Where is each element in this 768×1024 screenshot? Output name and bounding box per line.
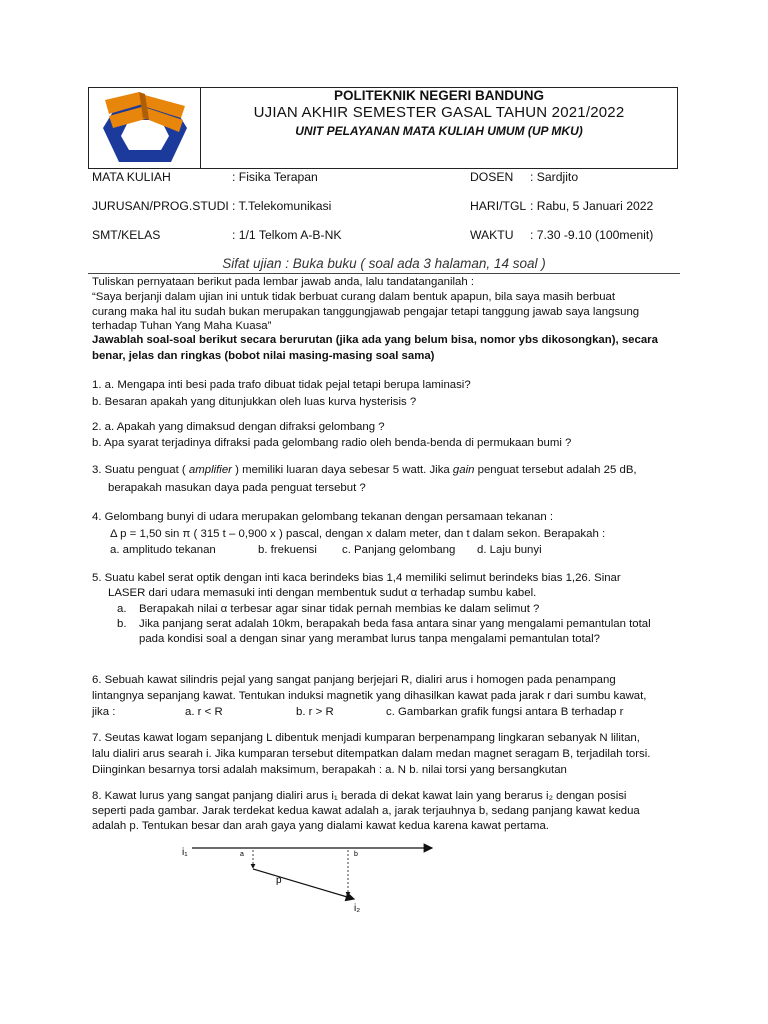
q6-option-b: b. r > R xyxy=(296,706,334,718)
answer-instruction: Jawablah soal-soal berikut secara berurutan (jika ada yang belum bisa, nomor ybs dikosongkan), secara xyxy=(92,334,658,346)
exam-title: UJIAN AKHIR SEMESTER GASAL TAHUN 2021/2022 xyxy=(253,104,625,121)
logo-cell xyxy=(89,88,201,168)
title-cell xyxy=(201,88,677,168)
wire-diagram xyxy=(180,838,440,918)
time-value: : 7.30 -9.10 (100menit) xyxy=(530,228,654,242)
polban-logo-icon xyxy=(99,92,189,164)
major-label: JURUSAN/PROG.STUDI xyxy=(92,199,229,213)
course-label: MATA KULIAH xyxy=(92,170,171,184)
lecturer-value: : Sardjito xyxy=(530,170,579,184)
pledge-line: terhadap Tuhan Yang Maha Kuasa” xyxy=(92,320,272,332)
question-7: 7. Seutas kawat logam sepanjang L dibentuk menjadi kumparan berpenampang lingkaran sebanyak N lilitan, xyxy=(92,732,640,744)
lecturer-label: DOSEN xyxy=(470,170,514,184)
institution-title: POLITEKNIK NEGERI BANDUNG xyxy=(333,88,544,103)
q4-option-b: b. frekuensi xyxy=(258,544,317,556)
question-2b: b. Apa syarat terjadinya difraksi pada gelombang radio oleh benda-benda di permukaan bumi ? xyxy=(92,437,572,449)
time-label: WAKTU xyxy=(470,228,514,242)
q3-gain: gain xyxy=(452,464,475,476)
q5-b-marker: b. xyxy=(117,618,127,630)
question-7-line2: lalu dialiri arus searah i. Jika kumparan tersebut ditempatkan dalam medan magnet seragam B, terjadilah torsi. xyxy=(92,748,651,760)
q6-jika: jika : xyxy=(92,706,116,718)
answer-instruction: benar, jelas dan ringkas (bobot nilai masing-masing soal sama) xyxy=(92,350,435,362)
class-label: SMT/KELAS xyxy=(92,228,161,242)
q6-option-c: c. Gambarkan grafik fungsi antara B terhadap r xyxy=(386,706,624,718)
q5-b-text: Jika panjang serat adalah 10km, berapakah beda fasa antara sinar yang mengalami pemantulan total xyxy=(139,618,651,630)
major-value: : T.Telekomunikasi xyxy=(232,199,332,213)
exam-header xyxy=(88,87,678,169)
divider xyxy=(88,273,680,274)
question-5: 5. Suatu kabel serat optik dengan inti kaca berindeks bias 1,4 memiliki selimut berindeks bias 1,26. Sinar xyxy=(92,572,621,584)
class-value: : 1/1 Telkom A-B-NK xyxy=(232,228,342,242)
pledge-line: “Saya berjanji dalam ujian ini untuk tidak berbuat curang dalam bentuk apapun, bila saya masih berbuat xyxy=(92,291,616,303)
question-7-line3: Diinginkan besarnya torsi adalah maksimum, berapakah : a. N b. nilai torsi yang bersangkutan xyxy=(92,764,567,776)
q4-option-d: d. Laju bunyi xyxy=(477,544,542,556)
label-i1: i₁ xyxy=(182,847,188,858)
question-8-line2: seperti pada gambar. Jarak terdekat kedua kawat adalah a, jarak terjauhnya b, sedang panjang kawat kedua xyxy=(92,805,640,817)
question-8: 8. Kawat lurus yang sangat panjang dialiri arus i₁ berada di dekat kawat lain yang berarus i₂ dengan posisi xyxy=(92,790,627,802)
question-3 xyxy=(92,463,637,477)
date-label: HARI/TGL xyxy=(470,199,527,213)
label-p: p xyxy=(276,875,282,886)
q3-text: ) memiliki luaran daya sebesar 5 watt. Jika xyxy=(235,464,450,476)
pledge-line: curang maka hal itu sudah bukan merupakan tanggungjawab pengajar tetapi tanggung jawab saya langsung xyxy=(92,306,640,318)
q4-option-c: c. Panjang gelombang xyxy=(342,544,456,556)
question-4-equation: Δ p = 1,50 sin π ( 315 t – 0,900 x ) pascal, dengan x dalam meter, dan t dalam sekon. Berapakah : xyxy=(110,528,606,540)
date-value: : Rabu, 5 Januari 2022 xyxy=(530,199,654,213)
question-4: 4. Gelombang bunyi di udara merupakan gelombang tekanan dengan persamaan tekanan : xyxy=(92,511,554,523)
label-i2: i₂ xyxy=(354,903,361,914)
q3-text: penguat tersebut adalah 25 dB, xyxy=(477,464,637,476)
wire-2 xyxy=(253,869,354,899)
question-8-line3: adalah p. Tentukan besar dan arah gaya yang dialami kawat kedua karena kawat pertama. xyxy=(92,820,549,832)
q3-amplifier: amplifier xyxy=(188,464,232,476)
instruction-line: Tuliskan pernyataan berikut pada lembar jawab anda, lalu tandatanganilah : xyxy=(92,276,475,288)
label-b: b xyxy=(354,851,358,858)
q4-option-a: a. amplitudo tekanan xyxy=(110,544,216,556)
question-5-line2: LASER dari udara memasuki inti dengan membentuk sudut α terhadap sumbu kabel. xyxy=(108,587,537,599)
q3-text: 3. Suatu penguat ( xyxy=(92,464,186,476)
q5-a-text: Berapakah nilai α terbesar agar sinar tidak pernah membias ke dalam selimut ? xyxy=(139,603,540,615)
q6-option-a: a. r < R xyxy=(185,706,223,718)
question-6: 6. Sebuah kawat silindris pejal yang sangat panjang berjejari R, dialiri arus i homogen pada penampang xyxy=(92,674,616,686)
label-a: a xyxy=(240,851,244,858)
q5-b-text: pada kondisi soal a dengan sinar yang merambat lurus tanpa mengalami pemantulan total? xyxy=(139,633,600,645)
course-value: : Fisika Terapan xyxy=(232,170,318,184)
question-6-line2: lintangnya sepanjang kawat. Tentukan induksi magnetik yang dihasilkan kawat pada jarak r dari sumbu kawat, xyxy=(92,690,647,702)
question-1b: b. Besaran apakah yang ditunjukkan oleh luas kurva hysterisis ? xyxy=(92,396,417,408)
unit-title: UNIT PELAYANAN MATA KULIAH UMUM (UP MKU) xyxy=(295,124,583,138)
question-2a: 2. a. Apakah yang dimaksud dengan difraksi gelombang ? xyxy=(92,421,385,433)
q5-a-marker: a. xyxy=(117,603,127,615)
question-1a: 1. a. Mengapa inti besi pada trafo dibuat tidak pejal tetapi berupa laminasi? xyxy=(92,379,471,391)
question-3-line2: berapakah masukan daya pada penguat tersebut ? xyxy=(108,482,366,494)
exam-mode: Sifat ujian : Buka buku ( soal ada 3 halaman, 14 soal ) xyxy=(222,256,546,271)
